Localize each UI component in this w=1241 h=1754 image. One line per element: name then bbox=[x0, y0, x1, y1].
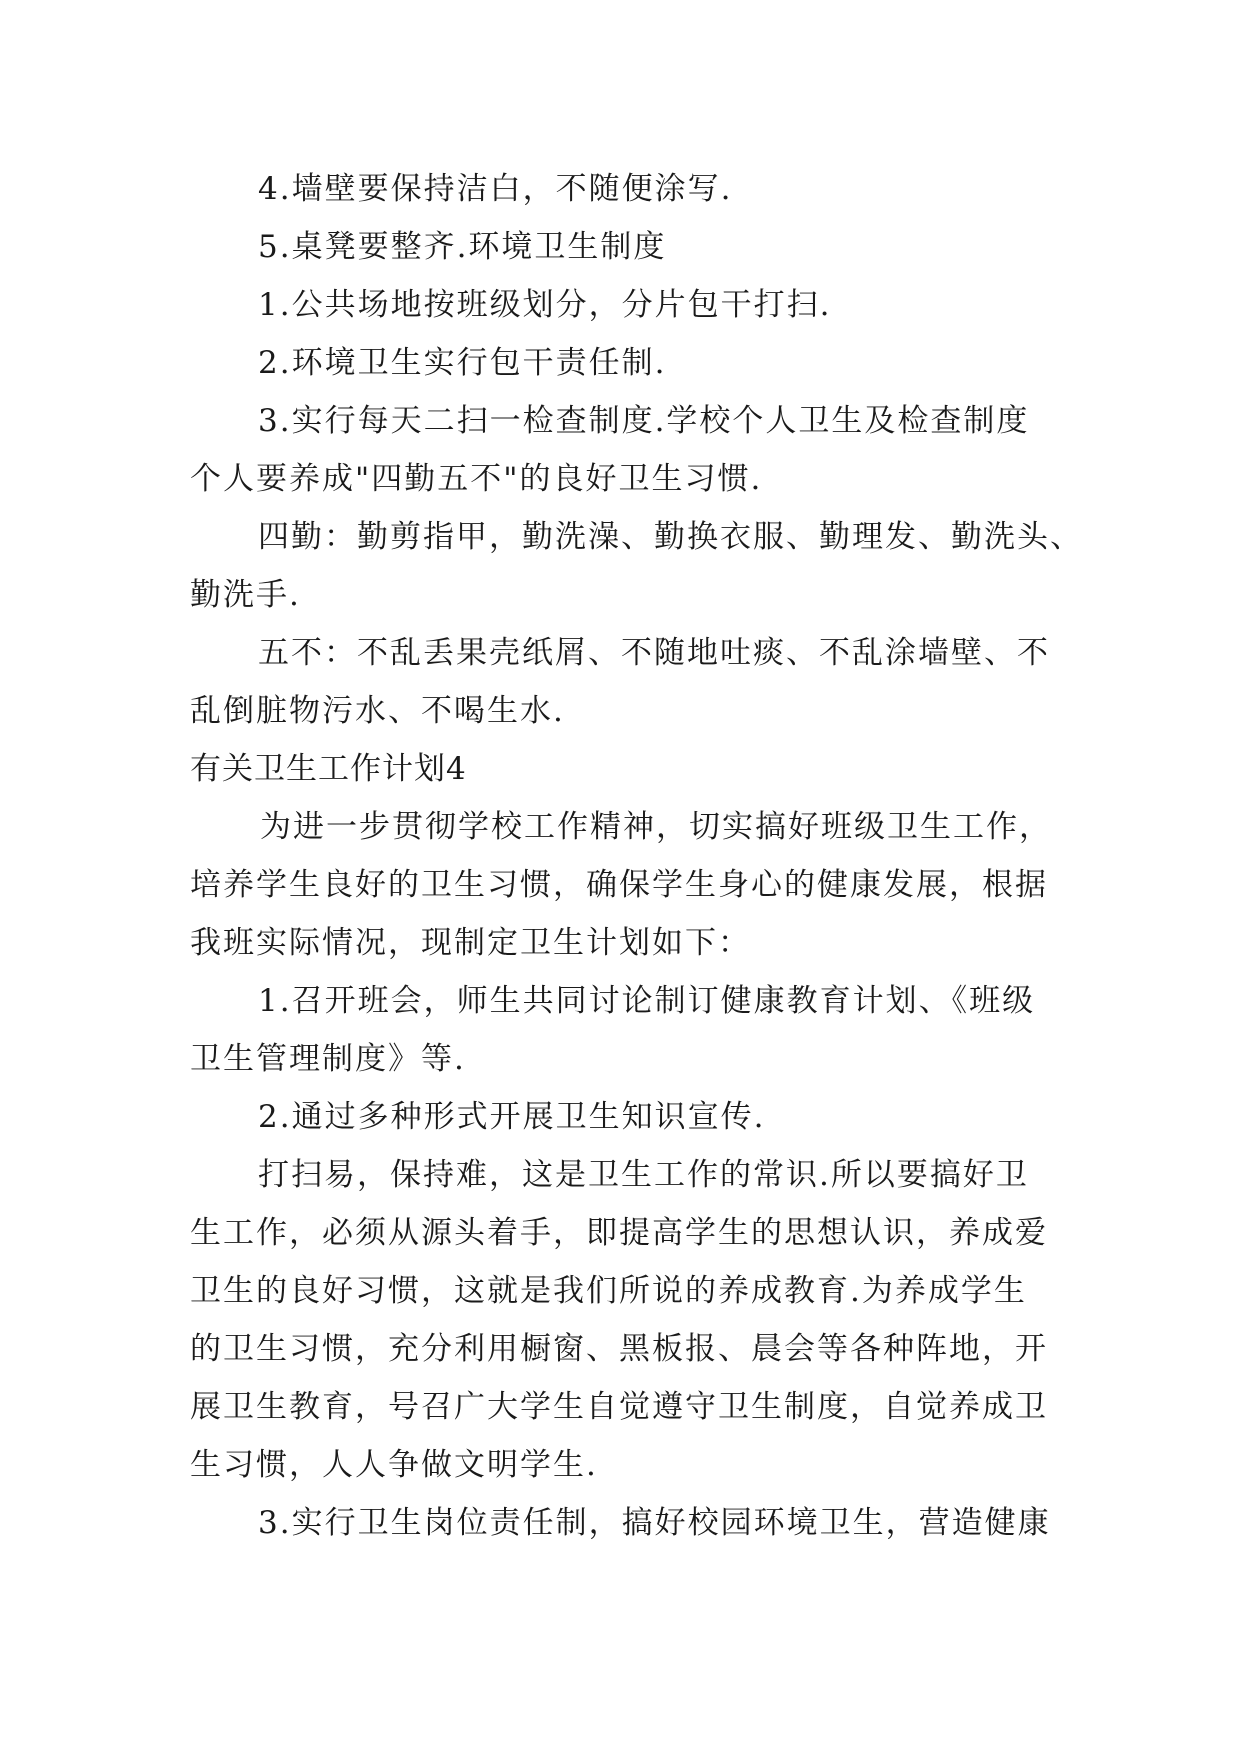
text-line: 勤洗手. bbox=[190, 577, 301, 613]
text-line: 4.墙壁要保持洁白，不随便涂写. bbox=[258, 171, 733, 207]
text-line: 个人要养成"四勤五不"的良好卫生习惯. bbox=[190, 461, 763, 497]
text-line: 2.环境卫生实行包干责任制. bbox=[258, 345, 667, 381]
text-line: 为进一步贯彻学校工作精神，切实搞好班级卫生工作， bbox=[260, 809, 1052, 845]
text-line: 生习惯，人人争做文明学生. bbox=[190, 1447, 598, 1483]
text-line: 展卫生教育，号召广大学生自觉遵守卫生制度，自觉养成卫 bbox=[190, 1389, 1048, 1425]
text-line: 1.召开班会，师生共同讨论制订健康教育计划、《班级 bbox=[258, 983, 1036, 1019]
text-line: 卫生管理制度》等. bbox=[190, 1041, 466, 1077]
text-line: 3.实行卫生岗位责任制，搞好校园环境卫生，营造健康 bbox=[258, 1505, 1051, 1541]
text-line: 生工作，必须从源头着手，即提高学生的思想认识，养成爱 bbox=[190, 1215, 1048, 1251]
text-line: 3.实行每天二扫一检查制度.学校个人卫生及检查制度 bbox=[258, 403, 1030, 439]
document-body bbox=[190, 160, 1083, 1552]
section-heading: 有关卫生工作计划4 bbox=[190, 751, 467, 787]
text-line: 打扫易，保持难，这是卫生工作的常识.所以要搞好卫 bbox=[258, 1157, 1029, 1193]
text-line: 1.公共场地按班级划分，分片包干打扫. bbox=[258, 287, 832, 323]
text-line: 四勤：勤剪指甲，勤洗澡、勤换衣服、勤理发、勤洗头、 bbox=[258, 519, 1083, 555]
text-line: 乱倒脏物污水、不喝生水. bbox=[190, 693, 565, 729]
text-line: 2.通过多种形式开展卫生知识宣传. bbox=[258, 1099, 766, 1135]
text-line: 5.桌凳要整齐.环境卫生制度 bbox=[258, 229, 667, 265]
text-line: 卫生的良好习惯，这就是我们所说的养成教育.为养成学生 bbox=[190, 1273, 1027, 1309]
text-line: 培养学生良好的卫生习惯，确保学生身心的健康发展，根据 bbox=[190, 867, 1048, 903]
text-line: 的卫生习惯，充分利用橱窗、黑板报、晨会等各种阵地，开 bbox=[190, 1331, 1048, 1367]
text-line: 五不：不乱丢果壳纸屑、不随地吐痰、不乱涂墙壁、不 bbox=[258, 635, 1050, 671]
text-line: 我班实际情况，现制定卫生计划如下： bbox=[190, 925, 751, 961]
